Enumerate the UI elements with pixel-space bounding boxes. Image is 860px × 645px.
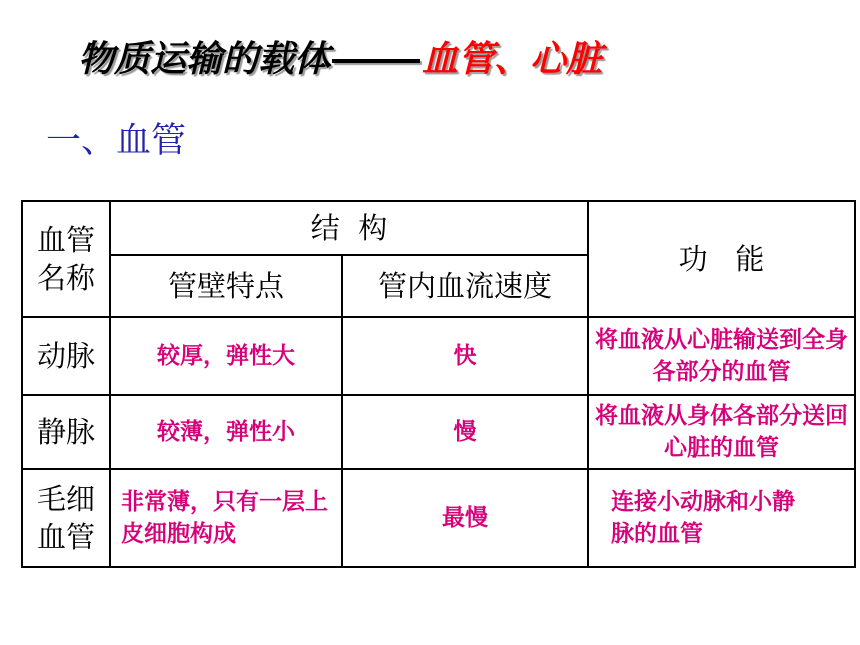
slide-title — [78, 34, 602, 90]
row-wall: 较厚，弹性大 — [110, 317, 342, 395]
header-structure: 结 构 — [110, 201, 588, 255]
header-wall: 管壁特点 — [110, 255, 342, 317]
row-name — [22, 317, 110, 395]
row-speed: 慢 — [342, 395, 588, 469]
row-wall: 较薄，弹性小 — [110, 395, 342, 469]
header-function: 功 能 — [588, 201, 855, 317]
section-heading: 一、血管 — [46, 121, 187, 161]
row-name — [22, 395, 110, 469]
title-dash — [332, 59, 420, 63]
title-accent: 血管、心脏 — [422, 39, 603, 80]
table-row — [22, 395, 855, 469]
header-speed: 管内血流速度 — [342, 255, 588, 317]
row-name-text: 动脉 — [36, 339, 95, 373]
row-function: 连接小动脉和小静脉的血管 — [588, 469, 855, 567]
row-name-text: 静脉 — [36, 415, 95, 449]
row-name — [22, 469, 110, 567]
row-speed: 最慢 — [342, 469, 588, 567]
blood-vessel-table — [21, 200, 856, 568]
row-name-text: 毛细 血管 — [36, 482, 95, 554]
header-vessel-name — [22, 201, 110, 317]
header-vessel-name-text: 血管 名称 — [36, 223, 95, 295]
row-function: 将血液从心脏输送到全身各部分的血管 — [588, 317, 855, 395]
title-main: 物质运输的载体 — [78, 39, 331, 80]
table-row — [22, 469, 855, 567]
row-function: 将血液从身体各部分送回心脏的血管 — [588, 395, 855, 469]
row-wall: 非常薄，只有一层上皮细胞构成 — [110, 469, 342, 567]
row-speed: 快 — [342, 317, 588, 395]
table-row — [22, 317, 855, 395]
